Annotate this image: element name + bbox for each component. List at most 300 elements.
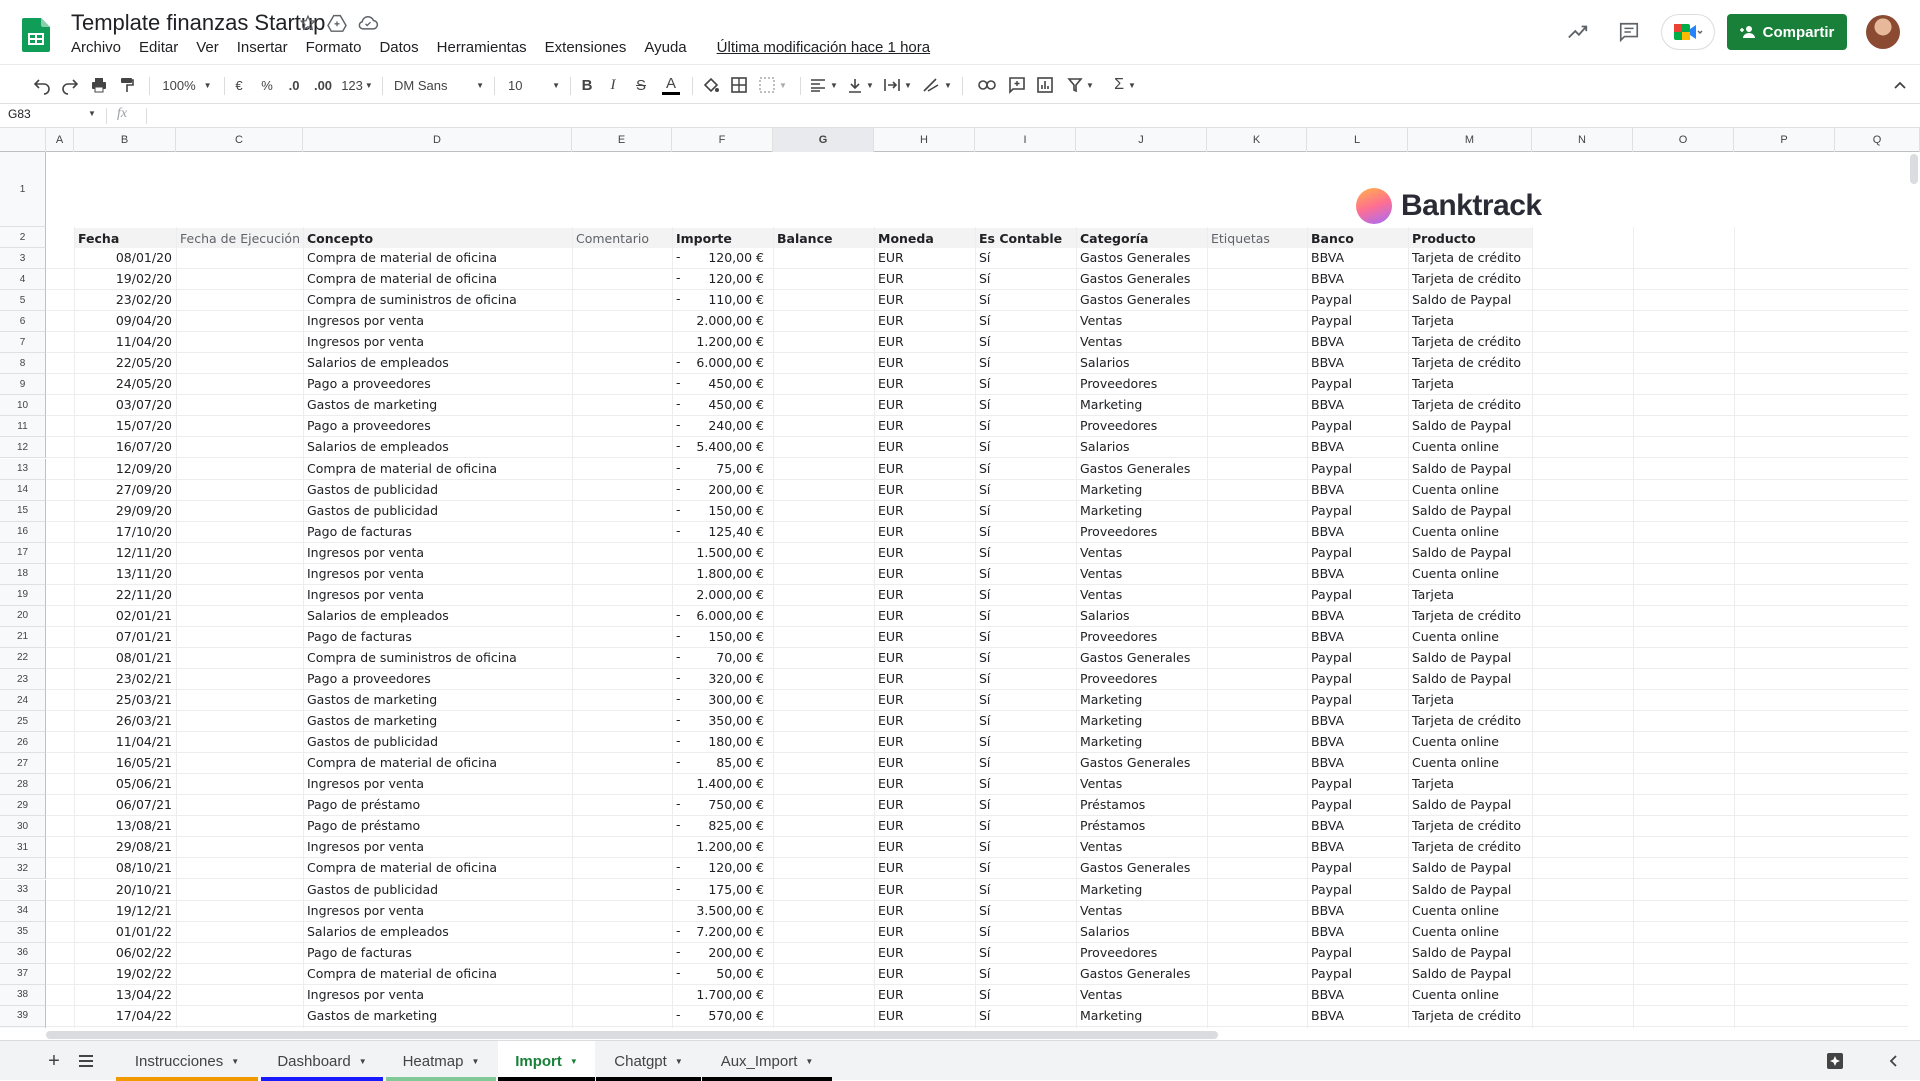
concept-cell[interactable]: Compra de material de oficina <box>307 755 498 771</box>
row-header-36[interactable]: 36 <box>0 943 46 964</box>
row-header-9[interactable]: 9 <box>0 374 46 395</box>
bank-cell[interactable]: BBVA <box>1311 1007 1345 1023</box>
concept-cell[interactable]: Gastos de marketing <box>307 692 438 708</box>
amount-cell[interactable]: 110,00 € <box>708 292 764 308</box>
horizontal-scroll-thumb[interactable] <box>46 1031 1218 1039</box>
category-cell[interactable]: Salarios <box>1080 439 1130 455</box>
product-cell[interactable]: Tarjeta <box>1412 692 1455 708</box>
concept-cell[interactable]: Ingresos por venta <box>307 334 425 350</box>
date-cell[interactable]: 08/10/21 <box>115 860 172 876</box>
accounting-cell[interactable]: Sí <box>979 776 991 792</box>
date-cell[interactable]: 23/02/20 <box>115 292 172 308</box>
concept-cell[interactable]: Ingresos por venta <box>307 776 425 792</box>
column-title-banco[interactable]: Banco <box>1307 228 1408 248</box>
category-cell[interactable]: Ventas <box>1080 334 1123 350</box>
row-header-17[interactable]: 17 <box>0 543 46 564</box>
borders-icon[interactable] <box>728 71 750 99</box>
concept-cell[interactable]: Compra de suministros de oficina <box>307 649 517 665</box>
product-cell[interactable]: Cuenta online <box>1412 481 1499 497</box>
row-header-39[interactable]: 39 <box>0 1006 46 1027</box>
bank-cell[interactable]: Paypal <box>1311 544 1353 560</box>
currency-cell[interactable]: EUR <box>878 944 904 960</box>
accounting-cell[interactable]: Sí <box>979 944 991 960</box>
concept-cell[interactable]: Salarios de empleados <box>307 923 449 939</box>
row-header-13[interactable]: 13 <box>0 459 46 480</box>
accounting-cell[interactable]: Sí <box>979 692 991 708</box>
amount-cell[interactable]: 320,00 € <box>708 671 764 686</box>
accounting-cell[interactable]: Sí <box>979 965 991 981</box>
concept-cell[interactable]: Pago de préstamo <box>307 818 421 834</box>
amount-cell[interactable]: 200,00 € <box>708 944 764 960</box>
decrease-decimals-button[interactable]: .0 <box>288 77 300 93</box>
concept-cell[interactable]: Gastos de publicidad <box>307 734 439 750</box>
product-cell[interactable]: Saldo de Paypal <box>1412 292 1512 308</box>
row-header-1[interactable]: 1 <box>0 152 46 227</box>
column-header-p[interactable]: P <box>1734 128 1835 152</box>
accounting-cell[interactable]: Sí <box>979 713 991 729</box>
menu-archivo[interactable]: Archivo <box>71 39 122 56</box>
column-header-j[interactable]: J <box>1076 128 1207 152</box>
undo-icon[interactable] <box>31 71 53 99</box>
category-cell[interactable]: Ventas <box>1080 986 1123 1002</box>
amount-cell[interactable]: 200,00 € <box>708 481 764 497</box>
accounting-cell[interactable]: Sí <box>979 797 991 813</box>
accounting-cell[interactable]: Sí <box>979 586 991 602</box>
amount-cell[interactable]: 3.500,00 € <box>696 902 764 918</box>
concept-cell[interactable]: Pago a proveedores <box>307 418 431 434</box>
row-header-14[interactable]: 14 <box>0 480 46 501</box>
more-formats-select[interactable] <box>340 71 374 99</box>
avatar[interactable] <box>1866 15 1900 49</box>
bank-cell[interactable]: BBVA <box>1311 923 1345 939</box>
amount-cell[interactable]: 180,00 € <box>708 734 764 750</box>
category-cell[interactable]: Marketing <box>1080 502 1143 518</box>
bank-cell[interactable]: BBVA <box>1311 271 1345 287</box>
row-header-29[interactable]: 29 <box>0 795 46 816</box>
accounting-cell[interactable]: Sí <box>979 460 991 476</box>
date-cell[interactable]: 05/06/21 <box>115 776 172 792</box>
product-cell[interactable]: Tarjeta <box>1412 376 1455 392</box>
category-cell[interactable]: Gastos Generales <box>1080 250 1191 265</box>
product-cell[interactable]: Tarjeta de crédito <box>1412 607 1522 623</box>
row-header-8[interactable]: 8 <box>0 353 46 374</box>
category-cell[interactable]: Proveedores <box>1080 628 1158 644</box>
date-cell[interactable]: 22/11/20 <box>115 586 172 602</box>
insert-chart-icon[interactable] <box>1034 71 1056 99</box>
accounting-cell[interactable]: Sí <box>979 923 991 939</box>
explore-icon[interactable] <box>1820 1041 1850 1081</box>
product-cell[interactable]: Saldo de Paypal <box>1412 944 1512 960</box>
amount-cell[interactable]: 5.400,00 € <box>696 439 764 455</box>
concept-cell[interactable]: Compra de material de oficina <box>307 860 498 876</box>
product-cell[interactable]: Cuenta online <box>1412 923 1499 939</box>
amount-cell[interactable]: 175,00 € <box>708 881 764 897</box>
date-cell[interactable]: 20/10/21 <box>115 881 172 897</box>
bank-cell[interactable]: Paypal <box>1311 460 1353 476</box>
category-cell[interactable]: Marketing <box>1080 881 1143 897</box>
category-cell[interactable]: Ventas <box>1080 565 1123 581</box>
accounting-cell[interactable]: Sí <box>979 1007 991 1023</box>
column-title-fecha_ej[interactable]: Fecha de Ejecución <box>176 228 303 248</box>
sheets-logo-icon[interactable] <box>22 18 50 52</box>
share-button[interactable] <box>1727 14 1847 50</box>
row-header-11[interactable]: 11 <box>0 416 46 437</box>
product-cell[interactable]: Tarjeta de crédito <box>1412 334 1522 350</box>
row-header-16[interactable]: 16 <box>0 522 46 543</box>
concept-cell[interactable]: Compra de suministros de oficina <box>307 292 517 308</box>
bank-cell[interactable]: BBVA <box>1311 355 1345 371</box>
menu-herramientas[interactable]: Herramientas <box>436 39 527 56</box>
accounting-cell[interactable]: Sí <box>979 649 991 665</box>
accounting-cell[interactable]: Sí <box>979 902 991 918</box>
amount-cell[interactable]: 120,00 € <box>708 250 764 265</box>
chevron-down-icon[interactable]: ▼ <box>569 1056 578 1066</box>
category-cell[interactable]: Proveedores <box>1080 671 1158 686</box>
meet-button[interactable] <box>1661 14 1715 50</box>
concept-cell[interactable]: Ingresos por venta <box>307 902 425 918</box>
chevron-down-icon[interactable]: ▼ <box>358 1056 367 1066</box>
concept-cell[interactable]: Salarios de empleados <box>307 607 449 623</box>
date-cell[interactable]: 16/07/20 <box>115 439 172 455</box>
column-header-b[interactable]: B <box>74 128 176 152</box>
category-cell[interactable]: Proveedores <box>1080 376 1158 392</box>
concept-cell[interactable]: Salarios de empleados <box>307 355 449 371</box>
date-cell[interactable]: 12/09/20 <box>115 460 172 476</box>
column-header-e[interactable]: E <box>572 128 672 152</box>
paint-format-icon[interactable] <box>116 71 138 99</box>
bank-cell[interactable]: BBVA <box>1311 818 1345 834</box>
category-cell[interactable]: Ventas <box>1080 586 1123 602</box>
column-header-o[interactable]: O <box>1633 128 1734 152</box>
accounting-cell[interactable]: Sí <box>979 607 991 623</box>
category-cell[interactable]: Préstamos <box>1080 818 1146 834</box>
row-header-33[interactable]: 33 <box>0 880 46 901</box>
date-cell[interactable]: 01/01/22 <box>115 923 172 939</box>
currency-cell[interactable]: EUR <box>878 313 904 329</box>
concept-cell[interactable]: Gastos de marketing <box>307 713 438 729</box>
date-cell[interactable]: 19/12/21 <box>115 902 172 918</box>
zoom-select[interactable] <box>158 71 216 99</box>
bank-cell[interactable]: BBVA <box>1311 839 1345 855</box>
bank-cell[interactable]: Paypal <box>1311 965 1353 981</box>
bank-cell[interactable]: BBVA <box>1311 334 1345 350</box>
date-cell[interactable]: 27/09/20 <box>115 481 172 497</box>
menu-insertar[interactable]: Insertar <box>236 39 288 56</box>
currency-cell[interactable]: EUR <box>878 523 904 539</box>
row-header-30[interactable]: 30 <box>0 816 46 837</box>
spreadsheet-grid[interactable] <box>0 128 1920 1028</box>
column-header-h[interactable]: H <box>874 128 975 152</box>
row-header-22[interactable]: 22 <box>0 648 46 669</box>
row-header-18[interactable]: 18 <box>0 564 46 585</box>
accounting-cell[interactable]: Sí <box>979 671 991 686</box>
all-sheets-icon[interactable] <box>72 1041 100 1081</box>
amount-cell[interactable]: 450,00 € <box>708 397 764 413</box>
category-cell[interactable]: Ventas <box>1080 776 1123 792</box>
amount-cell[interactable]: 120,00 € <box>708 271 764 287</box>
chevron-down-icon[interactable]: ▼ <box>231 1056 240 1066</box>
concept-cell[interactable]: Gastos de marketing <box>307 397 438 413</box>
bold-icon[interactable]: B <box>581 76 593 94</box>
row-header-25[interactable]: 25 <box>0 711 46 732</box>
concept-cell[interactable]: Salarios de empleados <box>307 439 449 455</box>
amount-cell[interactable]: 1.700,00 € <box>696 986 764 1002</box>
currency-cell[interactable]: EUR <box>878 1007 904 1023</box>
row-header-27[interactable]: 27 <box>0 753 46 774</box>
category-cell[interactable]: Gastos Generales <box>1080 965 1191 981</box>
currency-cell[interactable]: EUR <box>878 755 904 771</box>
currency-cell[interactable]: EUR <box>878 649 904 665</box>
date-cell[interactable]: 11/04/21 <box>115 734 172 750</box>
accounting-cell[interactable]: Sí <box>979 755 991 771</box>
date-cell[interactable]: 09/04/20 <box>115 313 172 329</box>
concept-cell[interactable]: Gastos de marketing <box>307 1007 438 1023</box>
category-cell[interactable]: Marketing <box>1080 481 1143 497</box>
accounting-cell[interactable]: Sí <box>979 734 991 750</box>
currency-cell[interactable]: EUR <box>878 544 904 560</box>
accounting-cell[interactable]: Sí <box>979 502 991 518</box>
amount-cell[interactable]: 7.200,00 € <box>696 923 764 939</box>
functions-icon[interactable]: Σ ▼ <box>1114 76 1136 93</box>
category-cell[interactable]: Préstamos <box>1080 797 1146 813</box>
amount-cell[interactable]: 1.400,00 € <box>696 776 764 792</box>
currency-cell[interactable]: EUR <box>878 418 904 434</box>
document-title[interactable]: Template finanzas Startup <box>71 10 326 35</box>
row-header-20[interactable]: 20 <box>0 606 46 627</box>
row-header-6[interactable]: 6 <box>0 311 46 332</box>
accounting-cell[interactable]: Sí <box>979 418 991 434</box>
bank-cell[interactable]: BBVA <box>1311 734 1345 750</box>
currency-cell[interactable]: EUR <box>878 481 904 497</box>
bank-cell[interactable]: Paypal <box>1311 776 1353 792</box>
print-icon[interactable] <box>88 71 110 99</box>
currency-cell[interactable]: EUR <box>878 439 904 455</box>
currency-cell[interactable]: EUR <box>878 797 904 813</box>
text-color-icon[interactable]: A <box>660 71 682 99</box>
currency-cell[interactable]: EUR <box>878 292 904 308</box>
bank-cell[interactable]: BBVA <box>1311 565 1345 581</box>
accounting-cell[interactable]: Sí <box>979 818 991 834</box>
category-cell[interactable]: Ventas <box>1080 313 1123 329</box>
amount-cell[interactable]: 240,00 € <box>708 418 764 434</box>
concept-cell[interactable]: Compra de material de oficina <box>307 271 498 287</box>
product-cell[interactable]: Saldo de Paypal <box>1412 418 1512 434</box>
bank-cell[interactable]: BBVA <box>1311 628 1345 644</box>
strikethrough-icon[interactable]: S <box>635 76 646 94</box>
amount-cell[interactable]: 70,00 € <box>716 649 764 665</box>
align-left-icon[interactable]: ▼ <box>808 71 840 99</box>
row-header-19[interactable]: 19 <box>0 585 46 606</box>
date-cell[interactable]: 15/07/20 <box>115 418 172 434</box>
concept-cell[interactable]: Pago a proveedores <box>307 671 431 686</box>
menu-ayuda[interactable]: Ayuda <box>644 39 687 56</box>
product-cell[interactable]: Tarjeta de crédito <box>1412 713 1522 729</box>
accounting-cell[interactable]: Sí <box>979 271 991 287</box>
date-cell[interactable]: 12/11/20 <box>115 544 172 560</box>
row-header-7[interactable]: 7 <box>0 332 46 353</box>
date-cell[interactable]: 19/02/22 <box>115 965 172 981</box>
accounting-cell[interactable]: Sí <box>979 439 991 455</box>
currency-cell[interactable]: EUR <box>878 565 904 581</box>
concept-cell[interactable]: Ingresos por venta <box>307 313 425 329</box>
sheet-tab-heatmap[interactable] <box>386 1041 496 1081</box>
amount-cell[interactable]: 1.200,00 € <box>696 334 764 350</box>
vertical-scrollbar[interactable] <box>1908 152 1920 1028</box>
amount-cell[interactable]: 125,40 € <box>708 523 764 539</box>
column-title-categoria[interactable]: Categoría <box>1076 228 1207 248</box>
menu-ver[interactable]: Ver <box>196 39 219 56</box>
column-title-balance[interactable]: Balance <box>773 228 874 248</box>
date-cell[interactable]: 11/04/20 <box>115 334 172 350</box>
concept-cell[interactable]: Pago de facturas <box>307 628 412 644</box>
currency-cell[interactable]: EUR <box>878 502 904 518</box>
product-cell[interactable]: Cuenta online <box>1412 986 1499 1002</box>
column-header-d[interactable]: D <box>303 128 572 152</box>
column-title-contable[interactable]: Es Contable <box>975 228 1076 248</box>
menu-datos[interactable]: Datos <box>379 39 419 56</box>
product-cell[interactable]: Tarjeta <box>1412 313 1455 329</box>
category-cell[interactable]: Ventas <box>1080 902 1123 918</box>
column-title-importe[interactable]: Importe <box>672 228 773 248</box>
sheet-tab-import[interactable] <box>498 1041 595 1081</box>
bank-cell[interactable]: BBVA <box>1311 250 1345 265</box>
currency-cell[interactable]: EUR <box>878 818 904 834</box>
category-cell[interactable]: Marketing <box>1080 734 1143 750</box>
menu-formato[interactable]: Formato <box>305 39 362 56</box>
bank-cell[interactable]: Paypal <box>1311 881 1353 897</box>
bank-cell[interactable]: Paypal <box>1311 797 1353 813</box>
amount-cell[interactable]: 150,00 € <box>708 628 764 644</box>
column-title-concepto[interactable]: Concepto <box>303 228 572 248</box>
currency-cell[interactable]: EUR <box>878 250 904 265</box>
product-cell[interactable]: Tarjeta de crédito <box>1412 839 1522 855</box>
column-header-k[interactable]: K <box>1207 128 1307 152</box>
category-cell[interactable]: Salarios <box>1080 607 1130 623</box>
concept-cell[interactable]: Gastos de publicidad <box>307 502 439 518</box>
bank-cell[interactable]: BBVA <box>1311 523 1345 539</box>
category-cell[interactable]: Proveedores <box>1080 944 1158 960</box>
product-cell[interactable]: Tarjeta de crédito <box>1412 355 1522 371</box>
column-title-comentario[interactable]: Comentario <box>572 228 672 248</box>
insert-comment-icon[interactable] <box>1006 71 1028 99</box>
date-cell[interactable]: 16/05/21 <box>115 755 172 771</box>
currency-cell[interactable]: EUR <box>878 839 904 855</box>
category-cell[interactable]: Proveedores <box>1080 418 1158 434</box>
currency-cell[interactable]: EUR <box>878 923 904 939</box>
category-cell[interactable]: Marketing <box>1080 1007 1143 1023</box>
currency-cell[interactable]: EUR <box>878 355 904 371</box>
amount-cell[interactable]: 6.000,00 € <box>696 355 764 371</box>
amount-cell[interactable]: 1.800,00 € <box>696 565 764 581</box>
category-cell[interactable]: Ventas <box>1080 544 1123 560</box>
date-cell[interactable]: 03/07/20 <box>115 397 172 413</box>
product-cell[interactable]: Saldo de Paypal <box>1412 671 1512 686</box>
amount-cell[interactable]: 75,00 € <box>716 460 764 476</box>
accounting-cell[interactable]: Sí <box>979 986 991 1002</box>
product-cell[interactable]: Tarjeta de crédito <box>1412 818 1522 834</box>
accounting-cell[interactable]: Sí <box>979 544 991 560</box>
bank-cell[interactable]: BBVA <box>1311 397 1345 413</box>
star-icon[interactable] <box>296 11 320 35</box>
amount-cell[interactable]: 150,00 € <box>708 502 764 518</box>
date-cell[interactable]: 06/02/22 <box>115 944 172 960</box>
category-cell[interactable]: Gastos Generales <box>1080 649 1191 665</box>
date-cell[interactable]: 13/08/21 <box>115 818 172 834</box>
bank-cell[interactable]: Paypal <box>1311 418 1353 434</box>
amount-cell[interactable]: 120,00 € <box>708 860 764 876</box>
accounting-cell[interactable]: Sí <box>979 376 991 392</box>
bank-cell[interactable]: Paypal <box>1311 671 1353 686</box>
increase-decimals-button[interactable]: .00 <box>313 77 333 93</box>
date-cell[interactable]: 13/04/22 <box>115 986 172 1002</box>
product-cell[interactable]: Cuenta online <box>1412 755 1499 771</box>
bank-cell[interactable]: Paypal <box>1311 944 1353 960</box>
bank-cell[interactable]: BBVA <box>1311 755 1345 771</box>
accounting-cell[interactable]: Sí <box>979 355 991 371</box>
last-edit-link[interactable]: Última modificación hace 1 hora <box>716 39 931 56</box>
category-cell[interactable]: Gastos Generales <box>1080 755 1191 771</box>
bank-cell[interactable]: Paypal <box>1311 292 1353 308</box>
category-cell[interactable]: Marketing <box>1080 692 1143 708</box>
product-cell[interactable]: Tarjeta de crédito <box>1412 271 1522 287</box>
add-sheet-icon[interactable]: + <box>48 1049 60 1072</box>
date-cell[interactable]: 07/01/21 <box>115 628 172 644</box>
bank-cell[interactable]: BBVA <box>1311 986 1345 1002</box>
date-cell[interactable]: 29/08/21 <box>115 839 172 855</box>
bank-cell[interactable]: Paypal <box>1311 376 1353 392</box>
currency-cell[interactable]: EUR <box>878 734 904 750</box>
product-cell[interactable]: Saldo de Paypal <box>1412 649 1512 665</box>
category-cell[interactable]: Marketing <box>1080 397 1143 413</box>
product-cell[interactable]: Cuenta online <box>1412 902 1499 918</box>
amount-cell[interactable]: 750,00 € <box>708 797 764 813</box>
date-cell[interactable]: 06/07/21 <box>115 797 172 813</box>
column-header-q[interactable]: Q <box>1835 128 1920 152</box>
column-header-f[interactable]: F <box>672 128 773 152</box>
date-cell[interactable]: 02/01/21 <box>115 607 172 623</box>
product-cell[interactable]: Saldo de Paypal <box>1412 797 1512 813</box>
amount-cell[interactable]: 450,00 € <box>708 376 764 392</box>
concept-cell[interactable]: Gastos de publicidad <box>307 481 439 497</box>
sheet-tab-chatgpt[interactable] <box>596 1041 701 1081</box>
column-header-c[interactable]: C <box>176 128 303 152</box>
date-cell[interactable]: 08/01/20 <box>115 250 172 265</box>
collapse-sidepanel-icon[interactable] <box>1880 1041 1906 1081</box>
currency-cell[interactable]: EUR <box>878 376 904 392</box>
currency-cell[interactable]: EUR <box>878 881 904 897</box>
column-header-n[interactable]: N <box>1532 128 1633 152</box>
column-header-m[interactable]: M <box>1408 128 1532 152</box>
category-cell[interactable]: Marketing <box>1080 713 1143 729</box>
currency-cell[interactable]: EUR <box>878 986 904 1002</box>
product-cell[interactable]: Tarjeta de crédito <box>1412 250 1522 265</box>
percent-format-button[interactable]: % <box>261 77 273 93</box>
product-cell[interactable]: Tarjeta de crédito <box>1412 1007 1522 1023</box>
column-header-l[interactable]: L <box>1307 128 1408 152</box>
sheet-tab-aux_import[interactable] <box>702 1041 832 1081</box>
concept-cell[interactable]: Ingresos por venta <box>307 986 425 1002</box>
name-box[interactable] <box>8 107 96 121</box>
row-header-38[interactable]: 38 <box>0 985 46 1006</box>
currency-cell[interactable]: EUR <box>878 671 904 686</box>
accounting-cell[interactable]: Sí <box>979 397 991 413</box>
date-cell[interactable]: 17/10/20 <box>115 523 172 539</box>
amount-cell[interactable]: 570,00 € <box>708 1007 764 1023</box>
column-header-a[interactable]: A <box>46 128 74 152</box>
date-cell[interactable]: 22/05/20 <box>115 355 172 371</box>
product-cell[interactable]: Cuenta online <box>1412 734 1499 750</box>
accounting-cell[interactable]: Sí <box>979 860 991 876</box>
